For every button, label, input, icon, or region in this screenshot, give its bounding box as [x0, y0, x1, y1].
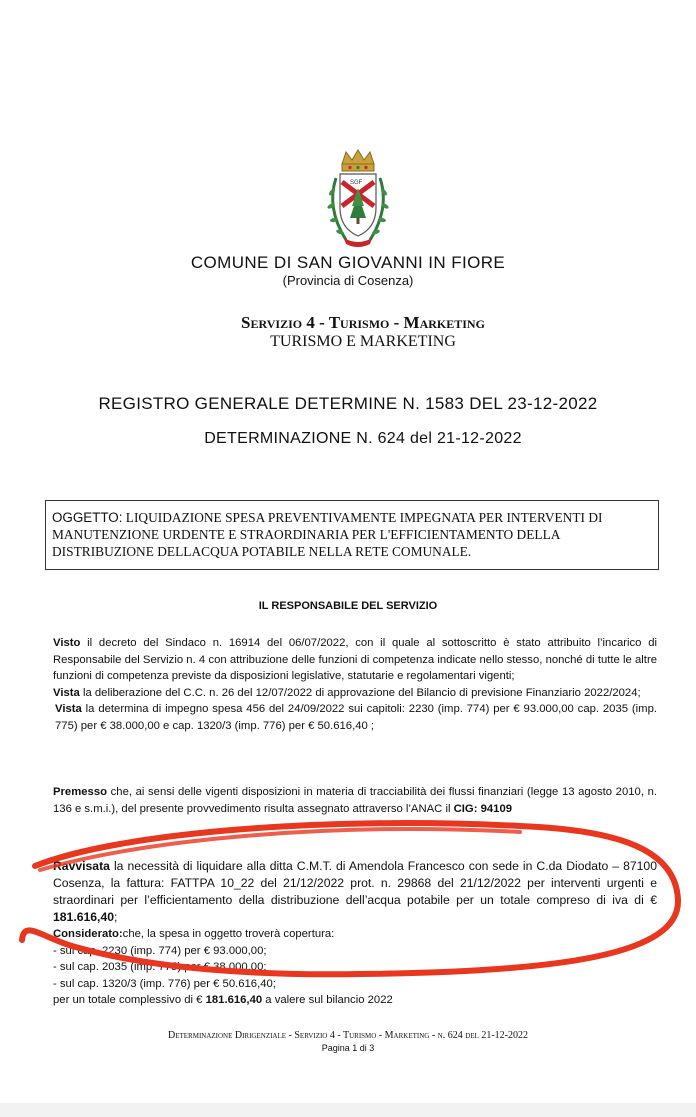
capitolo-item: - sul cap. 2230 (imp. 774) per € 93.000,00;	[53, 944, 267, 957]
vista-deliberazione: Vista la deliberazione del C.C. n. 26 del 12/07/2022 di approvazione del Bilancio di previsione Finanziario 2022/2024;	[53, 686, 641, 699]
capitolo-item: - sul cap. 2035 (imp. 775) per € 38.000,00;	[53, 961, 267, 973]
capitolo-item: - sul cap. 1320/3 (imp. 776) per € 50.616,40;	[53, 977, 276, 990]
determinazione-line: DETERMINAZIONE N. 624 del 21-12-2022	[204, 430, 522, 447]
considerato-paragraph: Considerato:che, la spesa in oggetto troverà copertura: - sul cap. 2230 (imp. 774) per € 93.000,00; - sul cap. 2035 (imp. 775) per € 38.000,00; - sul cap. 1320/3 (imp. 776) per € 50.616,40; per un totale complessivo di € 181.616,40 a valere sul bilancio 2022	[53, 926, 657, 1009]
ravvisata-total: 181.616,40	[53, 910, 114, 924]
oggetto-label: OGGETTO:	[52, 510, 123, 525]
registro-line: REGISTRO GENERALE DETERMINE N. 1583 DEL 23-12-2022	[98, 394, 598, 413]
cig-value: 94109	[480, 802, 513, 815]
comune-title: COMUNE DI SAN GIOVANNI IN FIORE	[190, 253, 506, 272]
vista-determina: Vista la determina di impegno spesa 456 del 24/09/2022 sui capitoli: 2230 (imp. 774) per € 93.000,00 cap. 2035 (imp. 775) per € 38.000,00 e cap. 1320/3 (imp. 776) per € 50.616,40 ;	[55, 703, 657, 732]
municipal-crest-logo	[322, 148, 394, 253]
bottom-strip	[0, 1103, 696, 1117]
premesso-paragraph: Premesso che, ai sensi delle vigenti disposizioni in materia di tracciabilità dei flussi finanziari (legge 13 agosto 2010, n. 136 e s.m.i.), del presente provvedimento risulta assegnato attraverso l’ANAC il CIG: 94109	[53, 786, 657, 815]
servizio-title: Servizio 4 - Turismo - Marketing	[241, 313, 485, 332]
footer-reference: Determinazione Dirigenziale - Servizio 4 - Turismo - Marketing - n. 624 del 21-12-2022	[168, 1030, 528, 1041]
oggetto-text: LIQUIDAZIONE SPESA PREVENTIVAMENTE IMPEGNATA PER INTERVENTI DI MANUTENZIONE URDENTE E STRAORDINARIA PER L'EFFICIENTAMENTO DELLA DISTRIBUZIONE DELLACQUA POTABILE NELLA RETE COMUNALE.	[52, 510, 603, 559]
page-number: Pagina 1 di 3	[321, 1043, 375, 1053]
ravvisata-paragraph: Ravvisata la necessità di liquidare alla ditta C.M.T. di Amendola Francesco con sede in C.da Diodato – 87100 Cosenza, la fattura: FATTPA 10_22 del 21/12/2022 prot. n. 29868 del 21/12/2022 per interventi urgenti e straordinari per l’efficientamento della distribuzione dell’acqua potabile per un totale compreso di iva di € 181.616,40;	[53, 859, 657, 924]
servizio-subtitle: TURISMO E MARKETING	[270, 333, 456, 350]
visto-decreto: Visto il decreto del Sindaco n. 16914 del 06/07/2022, con il quale al sottoscritto è stato attribuito l’incarico di Responsabile del Servizio n. 4 con attribuzione delle funzioni di competenza indicate nello stesso, nonché di tutte le altre funzioni di competenza previste da disposizioni legislative, statutarie e regolamentari vigenti;	[53, 637, 657, 682]
visto-paragraphs	[53, 635, 657, 734]
totale-line: per un totale complessivo di € 181.616,40 a valere sul bilancio 2022	[53, 994, 393, 1006]
oggetto-box	[45, 500, 659, 570]
provincia-subtitle: (Provincia di Cosenza)	[282, 273, 414, 288]
responsabile-heading: IL RESPONSABILE DEL SERVIZIO	[258, 600, 438, 612]
svg-text:SGF: SGF	[350, 180, 363, 186]
